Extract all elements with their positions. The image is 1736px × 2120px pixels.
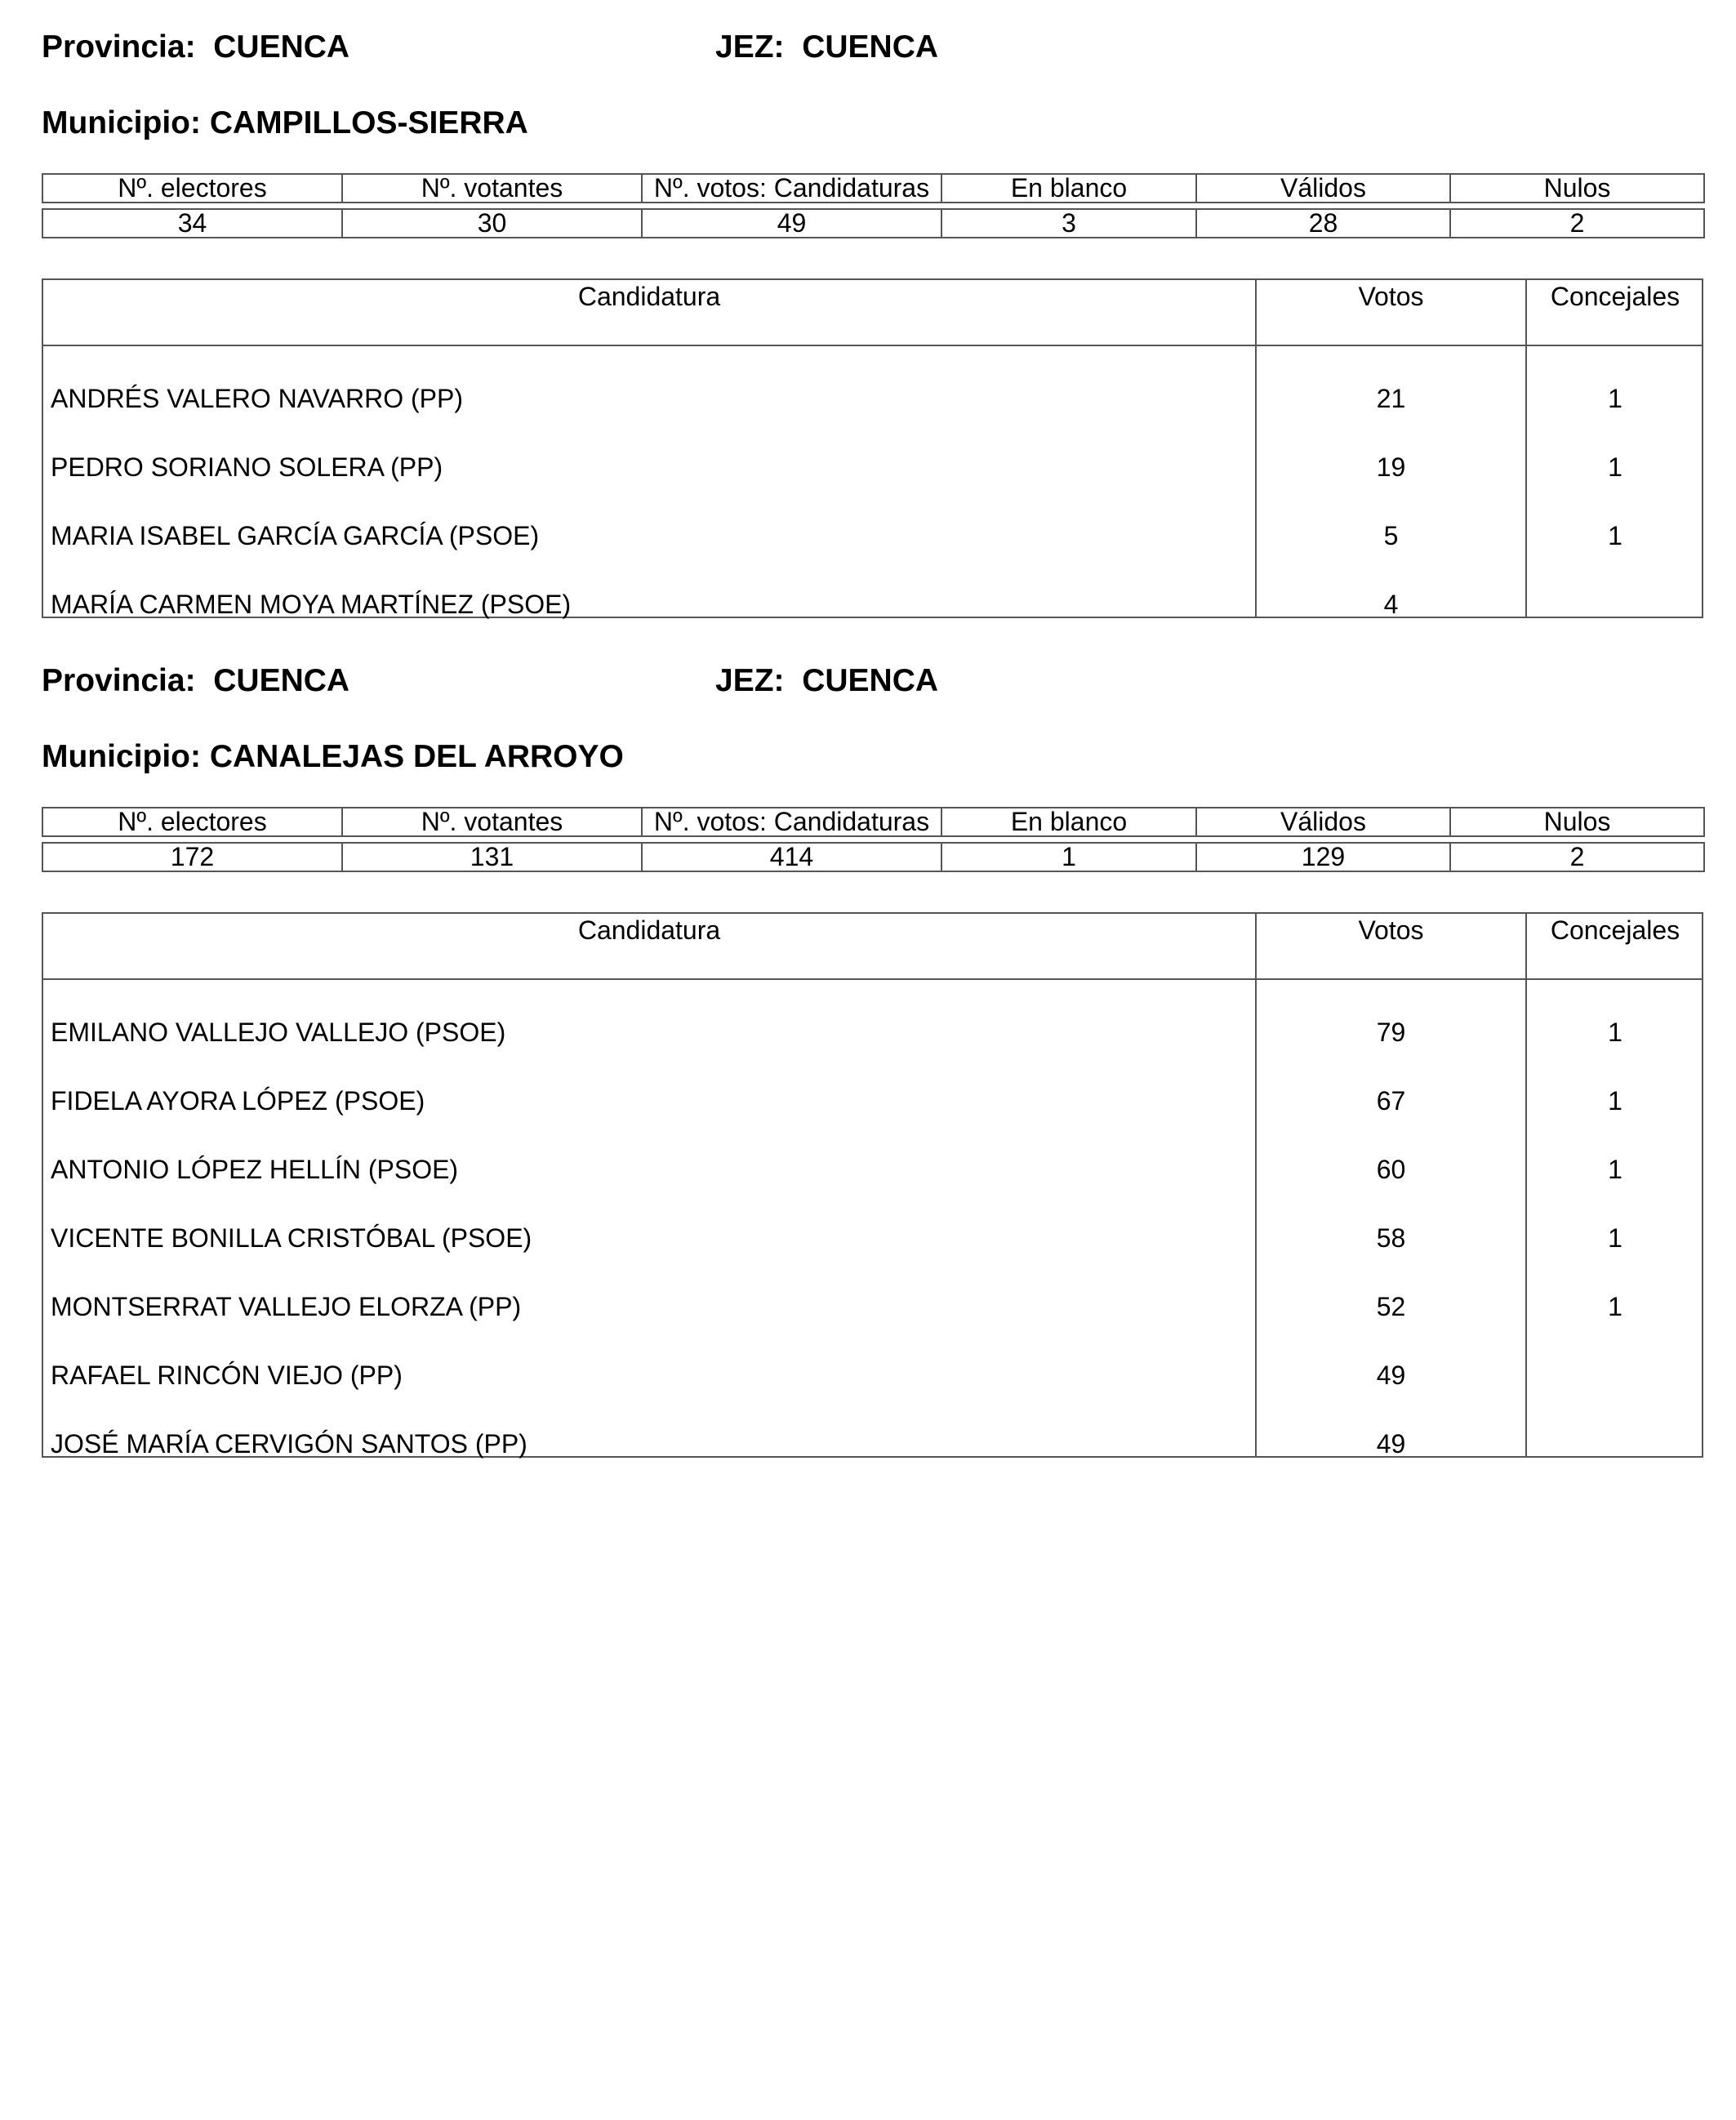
- jez-heading: [715, 31, 938, 63]
- table-row: [43, 1200, 1702, 1269]
- candidate-votos: 49: [1376, 1361, 1406, 1390]
- value-nulos: 2: [1450, 843, 1704, 871]
- jez-label: JEZ:: [715, 29, 785, 65]
- summary-table: [42, 807, 1705, 872]
- table-row: [43, 995, 1702, 1063]
- jez-value: CUENCA: [802, 663, 939, 698]
- header-en-blanco: En blanco: [941, 808, 1196, 836]
- summary-value-row: [42, 209, 1704, 238]
- table-row: [43, 1269, 1702, 1338]
- candidate-concejales: 1: [1608, 1223, 1622, 1253]
- table-row: [43, 1132, 1702, 1200]
- candidate-concejales: 1: [1608, 1292, 1622, 1321]
- candidate-name: PEDRO SORIANO SOLERA (PP): [51, 452, 443, 482]
- table-row: [43, 430, 1702, 498]
- header-concejales: Concejales: [1550, 915, 1680, 945]
- value-en-blanco: 1: [941, 843, 1196, 871]
- candidate-name: EMILANO VALLEJO VALLEJO (PSOE): [51, 1018, 506, 1047]
- table-row: [43, 1406, 1702, 1475]
- candidate-concejales: 1: [1608, 384, 1622, 413]
- candidate-concejales: 1: [1608, 521, 1622, 550]
- header-votos: Votos: [1358, 282, 1424, 311]
- header-nulos: Nulos: [1450, 174, 1704, 203]
- header-concejales: Concejales: [1550, 282, 1680, 311]
- provincia-value: CUENCA: [213, 663, 350, 698]
- header-candidatura: Candidatura: [577, 282, 721, 311]
- value-validos: 129: [1196, 843, 1450, 871]
- value-votos-candidaturas: 49: [642, 209, 941, 238]
- candidates-table: [42, 278, 1703, 618]
- candidate-votos: 49: [1376, 1429, 1406, 1459]
- candidate-votos: 52: [1376, 1292, 1406, 1321]
- candidate-name: ANTONIO LÓPEZ HELLÍN (PSOE): [51, 1155, 459, 1184]
- provincia-heading: [42, 665, 349, 697]
- provincia-value: CUENCA: [213, 29, 350, 65]
- value-electores: 34: [42, 209, 342, 238]
- candidates-header-row: [43, 914, 1702, 980]
- provincia-heading: [42, 31, 349, 63]
- candidate-votos: 58: [1376, 1223, 1406, 1253]
- table-row: [43, 361, 1702, 430]
- header-en-blanco: En blanco: [941, 174, 1196, 203]
- header-electores: Nº. electores: [42, 174, 342, 203]
- candidate-name: MARÍA CARMEN MOYA MARTÍNEZ (PSOE): [51, 590, 572, 619]
- municipio-heading: [42, 107, 528, 139]
- candidate-votos: 67: [1376, 1086, 1406, 1116]
- candidate-concejales: 1: [1608, 1018, 1622, 1047]
- municipio-value: CANALEJAS DEL ARROYO: [209, 739, 624, 774]
- municipio-heading: [42, 741, 624, 773]
- value-votos-candidaturas: 414: [642, 843, 941, 871]
- candidate-name: MONTSERRAT VALLEJO ELORZA (PP): [51, 1292, 522, 1321]
- municipio-label: Municipio:: [42, 739, 201, 774]
- candidate-name: ANDRÉS VALERO NAVARRO (PP): [51, 384, 463, 413]
- value-votantes: 30: [342, 209, 642, 238]
- summary-header-row: [42, 174, 1704, 203]
- header-validos: Válidos: [1196, 174, 1450, 203]
- candidate-votos: 4: [1383, 590, 1399, 619]
- value-en-blanco: 3: [941, 209, 1196, 238]
- candidate-votos: 21: [1376, 384, 1406, 413]
- table-row: [43, 1063, 1702, 1132]
- candidate-name: VICENTE BONILLA CRISTÓBAL (PSOE): [51, 1223, 532, 1253]
- municipio-label: Municipio:: [42, 105, 201, 140]
- candidate-votos: 60: [1376, 1155, 1406, 1184]
- value-validos: 28: [1196, 209, 1450, 238]
- jez-label: JEZ:: [715, 663, 785, 698]
- candidates-header-row: [43, 280, 1702, 346]
- summary-header-row: [42, 808, 1704, 836]
- candidate-name: RAFAEL RINCÓN VIEJO (PP): [51, 1361, 403, 1390]
- candidates-table: [42, 912, 1703, 1458]
- header-votos-candidaturas: Nº. votos: Candidaturas: [642, 808, 941, 836]
- jez-value: CUENCA: [802, 29, 939, 65]
- provincia-label: Provincia:: [42, 663, 196, 698]
- header-validos: Válidos: [1196, 808, 1450, 836]
- table-row: [43, 1338, 1702, 1406]
- header-votantes: Nº. votantes: [342, 174, 642, 203]
- municipio-value: CAMPILLOS-SIERRA: [209, 105, 528, 140]
- candidate-name: MARIA ISABEL GARCÍA GARCÍA (PSOE): [51, 521, 540, 550]
- summary-table: [42, 173, 1705, 238]
- value-electores: 172: [42, 843, 342, 871]
- candidate-concejales: 1: [1608, 1086, 1622, 1116]
- header-votantes: Nº. votantes: [342, 808, 642, 836]
- header-nulos: Nulos: [1450, 808, 1704, 836]
- table-row: [43, 498, 1702, 567]
- value-votantes: 131: [342, 843, 642, 871]
- table-row: [43, 567, 1702, 635]
- candidate-name: JOSÉ MARÍA CERVIGÓN SANTOS (PP): [51, 1429, 527, 1459]
- candidate-votos: 19: [1376, 452, 1406, 482]
- header-votos: Votos: [1358, 915, 1424, 945]
- candidate-concejales: 1: [1608, 1155, 1622, 1184]
- header-votos-candidaturas: Nº. votos: Candidaturas: [642, 174, 941, 203]
- provincia-label: Provincia:: [42, 29, 196, 65]
- header-candidatura: Candidatura: [577, 915, 721, 945]
- candidate-votos: 79: [1376, 1018, 1406, 1047]
- jez-heading: [715, 665, 938, 697]
- header-electores: Nº. electores: [42, 808, 342, 836]
- candidate-votos: 5: [1383, 521, 1399, 550]
- summary-value-row: [42, 843, 1704, 871]
- candidate-name: FIDELA AYORA LÓPEZ (PSOE): [51, 1086, 425, 1116]
- candidate-concejales: 1: [1608, 452, 1622, 482]
- value-nulos: 2: [1450, 209, 1704, 238]
